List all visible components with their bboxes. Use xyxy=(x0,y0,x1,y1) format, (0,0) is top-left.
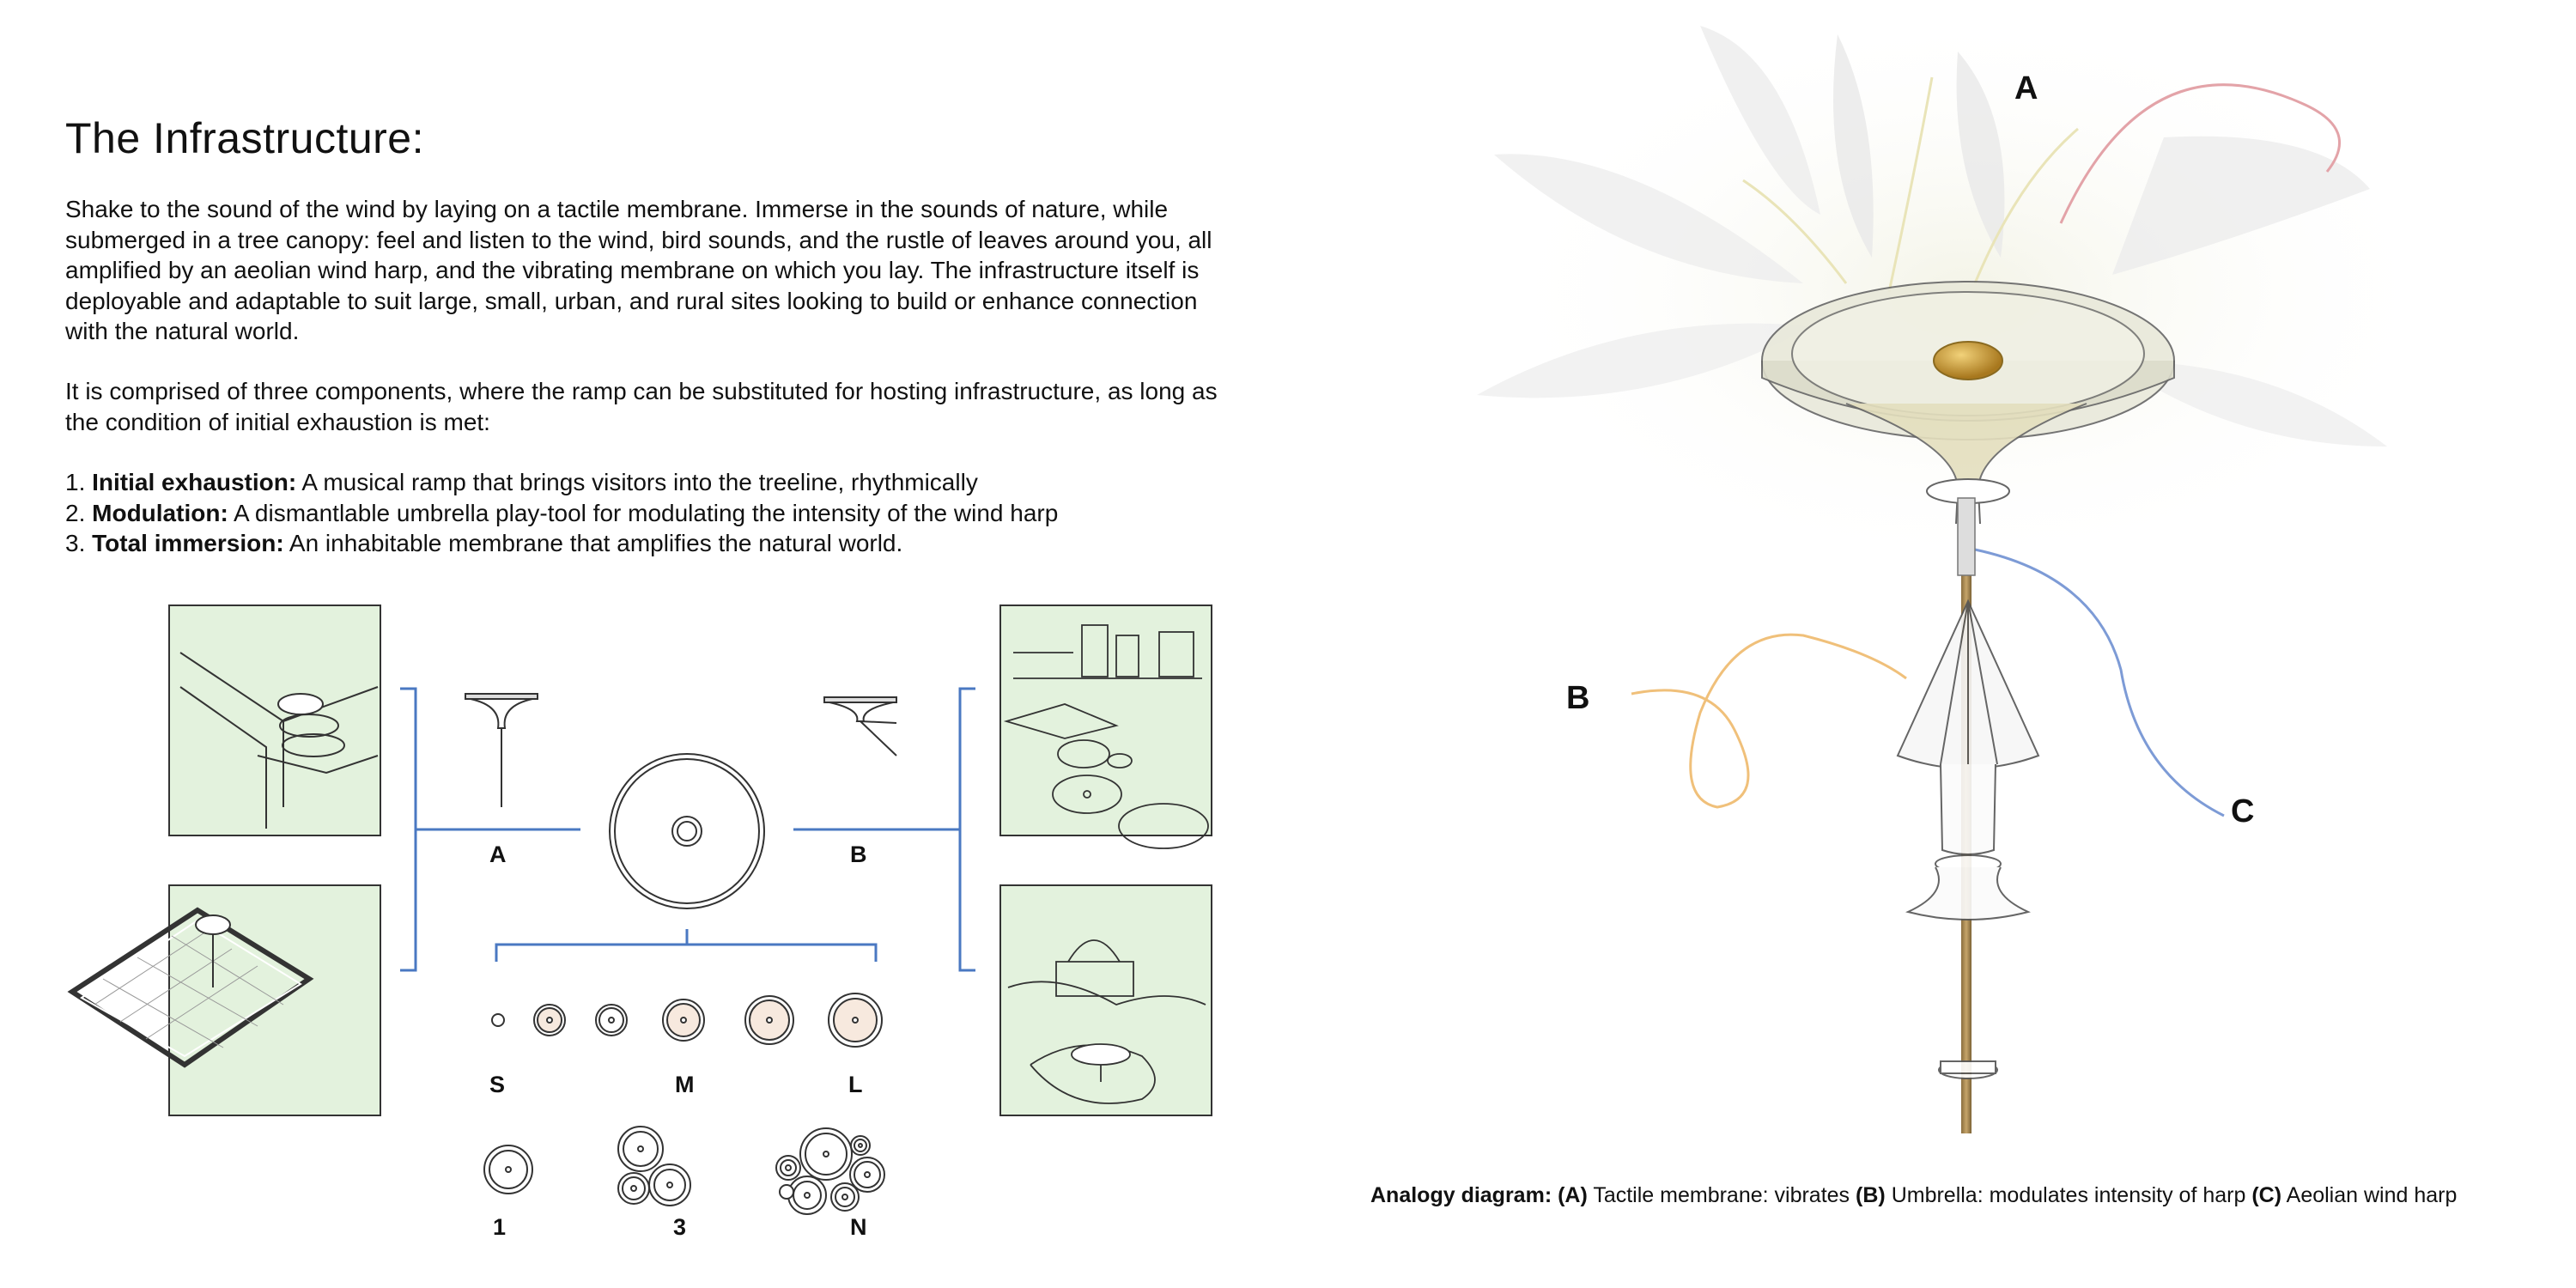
intro-paragraph: Shake to the sound of the wind by laying on a tactile membrane. Immerse in the sounds of nature, while submerged in a tree canopy: feel and listen to the wind, bird sounds, and the rustle of leaves around you, all amplified by an aeolian wind harp, and the vibrating membrane on which you lay. The infrastructure itself is deployable and adaptable to suit large, small, urban, and rural sites looking to build or enhance connection with the natural world. xyxy=(65,196,1212,344)
ramp-sketch xyxy=(180,653,378,829)
connector-lines xyxy=(400,689,975,970)
count-label-n: N xyxy=(850,1214,867,1240)
size-label-s: S xyxy=(489,1072,506,1097)
page-title: The Infrastructure: xyxy=(65,114,424,162)
curve-b xyxy=(1631,635,1906,807)
membrane-sketch xyxy=(72,910,309,1065)
size-label-l: L xyxy=(848,1072,863,1097)
size-variants xyxy=(492,993,882,1047)
umbrella-icon-a xyxy=(465,694,538,807)
umbrella-icon-b xyxy=(824,697,896,756)
size-label-m: M xyxy=(675,1072,695,1097)
urban-sketch xyxy=(1006,625,1208,848)
component-item: 2. Modulation: A dismantlable umbrella play-tool for modulating the intensity of the wind harp xyxy=(65,499,1059,526)
curve-c xyxy=(1975,550,2224,816)
analogy-label-b: B xyxy=(1566,680,1590,716)
components-paragraph: It is comprised of three components, where the ramp can be substituted for hosting infrastructure, as long as the condition of initial exhaustion is met: xyxy=(65,378,1218,435)
analogy-label-c: C xyxy=(2231,793,2255,829)
membrane-plan xyxy=(610,754,764,908)
variant-label-a: A xyxy=(489,841,507,867)
count-variants xyxy=(484,1127,884,1214)
rural-sketch xyxy=(1008,940,1206,1103)
component-item: 1. Initial exhaustion: A musical ramp that brings visitors into the treeline, rhythmically xyxy=(65,469,978,495)
analogy-caption: Analogy diagram: (A) Tactile membrane: vibrates (B) Umbrella: modulates intensity of harp (C) Aeolian wind harp xyxy=(1370,1183,2458,1207)
component-item: 3. Total immersion: An inhabitable membrane that amplifies the natural world. xyxy=(65,530,903,556)
analogy-label-a: A xyxy=(2014,70,2038,106)
count-label-3: 3 xyxy=(673,1214,687,1240)
count-label-1: 1 xyxy=(493,1214,507,1240)
variant-label-b: B xyxy=(850,841,867,867)
